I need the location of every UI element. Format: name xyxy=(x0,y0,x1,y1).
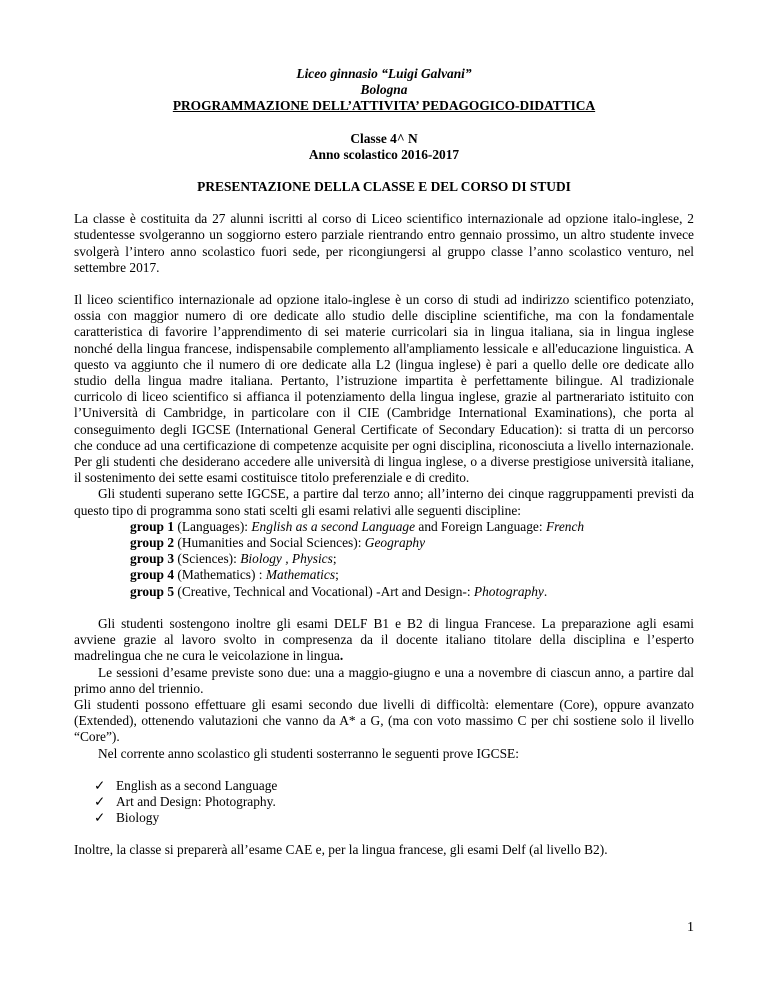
class-label: Classe 4^ N xyxy=(350,130,418,146)
igcse-group: group 2 (Humanities and Social Sciences): Geography xyxy=(130,535,426,551)
igcse-group: group 3 (Sciences): Biology , Physics; xyxy=(130,551,337,567)
school-year: Anno scolastico 2016-2017 xyxy=(308,146,460,162)
page-number: 1 xyxy=(687,920,694,935)
paragraph-current-exams: Nel corrente anno scolastico gli studenti sosterranno le seguenti prove IGCSE: xyxy=(98,745,519,761)
check-icon: ✓ xyxy=(94,810,106,826)
paragraph-sessions: Le sessioni d’esame previste sono due: una a maggio-giugno e una a novembre di ciascun anno, a partire dal primo anno del triennio. xyxy=(74,664,694,696)
paragraph-course-description: Il liceo scientifico internazionale ad opzione italo-inglese è un corso di studi ad indirizzo scientifico potenziato, ossia con maggior numero di ore dedicate allo studio delle discipline scientifiche, ma con la fondamentale caratteristica di favorire l’apprendimento di sei materie curricolari sia in lingua italiana, sia in lingua inglese nonché della lingua francese, indispensabile complemento all'ampliamento lessicale e all'educazione linguistica. A questo va aggiunto che il numero di ore dedicate alla L2 (lingua inglese) è pari a quello delle ore dedicate allo studio della lingua madre italiana. Pertanto, l’istruzione impartita è perfettamente bilingue. Al tradizionale curricolo di liceo scientifico si affianca il potenziamento della lingua inglese, grazie al partnerariato istituito con l’Università di Cambridge, in particolare con il CIE (Cambridge International Examinations), che porta al conseguimento degli IGCSE (International General Certificate of Secondary Education): si tratta di un percorso che conduce ad una certificazione di competenze acquisite per ogni disciplina, riconosciuta a livello internazionale. Per gli studenti che desiderano accedere alle università di lingua inglese, o a diverse prestigiose università italiane, il sostenimento dei sette esami costituisce titolo preferenziale e di credito. xyxy=(74,292,694,486)
paragraph-igcse-intro: Gli studenti superano sette IGCSE, a partire dal terzo anno; all’interno dei cinque raggruppamenti previsti da questo tipo di programma sono stati scelti gli esami relativi alle seguenti discipline: xyxy=(74,486,694,518)
paragraph-levels: Gli studenti possono effettuare gli esami secondo due livelli di difficoltà: elementare (Core), oppure avanzato (Extended), ottenendo valutazioni che vanno da A* a G, (ma con voto massimo C per chi sostiene solo il livello “Core”). xyxy=(74,696,694,745)
paragraph-cae: Inoltre, la classe si preparerà all’esame CAE e, per la lingua francese, gli esami Delf (al livello B2). xyxy=(74,842,608,858)
document-title: PROGRAMMAZIONE DELL’ATTIVITA’ PEDAGOGICO-DIDATTICA xyxy=(172,98,596,114)
school-city: Bologna xyxy=(360,82,408,98)
school-name: Liceo ginnasio “Luigi Galvani” xyxy=(296,66,472,81)
igcse-groups-list xyxy=(74,519,694,600)
check-icon: ✓ xyxy=(94,793,106,809)
checklist-item: ✓ English as a second Language xyxy=(94,777,278,793)
igcse-group: group 1 (Languages): English as a second Language and Foreign Language: French xyxy=(130,518,585,534)
checklist-item: ✓ Biology xyxy=(94,810,160,826)
document-page xyxy=(74,66,694,859)
paragraph-delf: Gli studenti sostengono inoltre gli esami DELF B1 e B2 di lingua Francese. La preparazione agli esami avviene grazie al lavoro svolto in compresenza da il docente italiano titolare della disciplina e l’esperto madrelingua che ne cura le veicolazione in lingua. xyxy=(74,615,694,664)
igcse-exam-checklist xyxy=(74,778,694,827)
check-icon: ✓ xyxy=(94,777,106,793)
checklist-item: ✓ Art and Design: Photography. xyxy=(94,793,276,809)
section-title: PRESENTAZIONE DELLA CLASSE E DEL CORSO DI STUDI xyxy=(197,179,571,195)
igcse-group: group 4 (Mathematics) : Mathematics; xyxy=(130,567,339,583)
igcse-group: group 5 (Creative, Technical and Vocational) -Art and Design-: Photography. xyxy=(130,583,548,599)
paragraph-class-intro: La classe è costituita da 27 alunni iscritti al corso di Liceo scientifico internazionale ad opzione italo-inglese, 2 studentesse svolgeranno un soggiorno estero parziale rientrando entro gennaio prossimo, un altro studente invece svolgerà l’intero anno scolastico fuori sede, per ricongiungersi al gruppo classe l’anno scolastico venturo, nel settembre 2017. xyxy=(74,211,694,275)
